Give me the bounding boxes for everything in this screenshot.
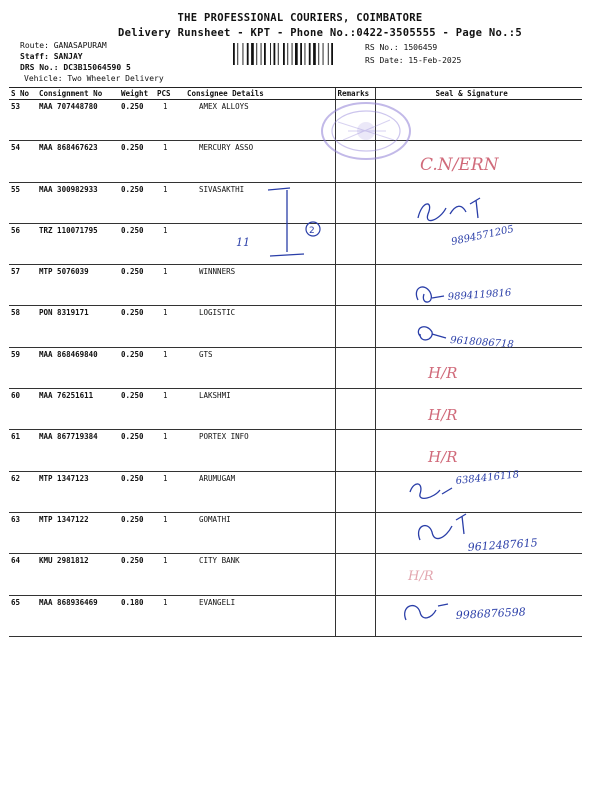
table-row — [9, 347, 582, 388]
cell-sno: 60 — [9, 389, 37, 430]
cell-consignee: ARUMUGAM — [185, 471, 335, 512]
cell-remarks — [335, 389, 375, 430]
cell-remarks — [335, 471, 375, 512]
cell-sno: 54 — [9, 141, 37, 182]
hr-mark-row59: H/R — [428, 364, 458, 382]
table-row — [9, 100, 582, 141]
cell-consignment: MAA 868469840 — [37, 347, 119, 388]
cell-remarks — [335, 306, 375, 347]
courier-seal-stamp — [318, 100, 414, 162]
cell-sno: 62 — [9, 471, 37, 512]
col-consignment: Consignment No — [37, 88, 119, 100]
staff-label: Staff: SANJAY — [20, 52, 83, 61]
cell-consignee: MERCURY ASSO — [185, 141, 335, 182]
table-row — [9, 471, 582, 512]
table-row — [9, 182, 582, 223]
cell-seal-signature — [375, 595, 582, 636]
cell-consignment: MAA 76251611 — [37, 389, 119, 430]
cell-sno: 63 — [9, 512, 37, 553]
runsheet-table — [9, 87, 582, 637]
cell-weight: 0.250 — [119, 265, 155, 306]
cell-remarks — [335, 595, 375, 636]
cell-pcs: 1 — [155, 141, 185, 182]
cell-sno: 57 — [9, 265, 37, 306]
cell-consignee — [185, 223, 335, 264]
cell-weight: 0.180 — [119, 595, 155, 636]
table-row — [9, 430, 582, 471]
cell-weight: 0.250 — [119, 306, 155, 347]
cell-weight: 0.250 — [119, 430, 155, 471]
cell-seal-signature — [375, 306, 582, 347]
cell-seal-signature — [375, 430, 582, 471]
cell-remarks — [335, 182, 375, 223]
cell-consignee: LAKSHMI — [185, 389, 335, 430]
table-row — [9, 223, 582, 264]
route-label: Route: GANASAPURAM — [20, 41, 107, 50]
cell-sno: 61 — [9, 430, 37, 471]
cell-remarks — [335, 430, 375, 471]
table-row — [9, 554, 582, 595]
cell-seal-signature — [375, 223, 582, 264]
cell-weight: 0.250 — [119, 141, 155, 182]
cell-consignee: SIVASAKTHI — [185, 182, 335, 223]
col-consignee: Consignee Details — [185, 88, 335, 100]
cell-consignee: GTS — [185, 347, 335, 388]
col-pcs: PCS — [155, 88, 185, 100]
cell-consignment: KMU 2981812 — [37, 554, 119, 595]
runsheet-subtitle: Delivery Runsheet - KPT - Phone No.:0422-3505555 - Page No.:5 — [118, 27, 522, 39]
cell-consignment: PON 8319171 — [37, 306, 119, 347]
cell-seal-signature — [375, 512, 582, 553]
cell-consignment: TRZ 110071795 — [37, 223, 119, 264]
cell-consignment: MTP 1347122 — [37, 512, 119, 553]
cell-consignee: LOGISTIC — [185, 306, 335, 347]
cell-seal-signature — [375, 265, 582, 306]
cell-remarks — [335, 223, 375, 264]
cell-consignee: PORTEX INFO — [185, 430, 335, 471]
vehicle-label: Vehicle: Two Wheeler Delivery — [24, 74, 164, 83]
col-sno: S No — [9, 88, 37, 100]
cell-remarks — [335, 347, 375, 388]
cell-sno: 64 — [9, 554, 37, 595]
cell-consignee: AMEX ALLOYS — [185, 100, 335, 141]
col-seal-signature: Seal & Signature — [375, 88, 582, 100]
circled-number: 2 — [309, 226, 315, 236]
cell-pcs: 1 — [155, 182, 185, 223]
table-row — [9, 512, 582, 553]
table-row — [9, 306, 582, 347]
cell-consignee: WINNNERS — [185, 265, 335, 306]
cell-sno: 56 — [9, 223, 37, 264]
rs-date: RS Date: 15-Feb-2025 — [365, 56, 462, 65]
cell-weight: 0.250 — [119, 223, 155, 264]
phone-row63: 9612487615 — [467, 536, 539, 554]
cell-remarks — [335, 554, 375, 595]
cell-seal-signature — [375, 554, 582, 595]
cell-sno: 55 — [9, 182, 37, 223]
table-row — [9, 141, 582, 182]
cell-pcs: 1 — [155, 430, 185, 471]
hr-mark-row60: H/R — [428, 406, 458, 424]
phone-row58: 9618086718 — [449, 335, 515, 351]
cell-pcs: 1 — [155, 595, 185, 636]
phone-row62: 6384416118 — [455, 469, 520, 487]
cell-pcs: 1 — [155, 223, 185, 264]
cell-consignment: MTP 1347123 — [37, 471, 119, 512]
cell-seal-signature — [375, 182, 582, 223]
cell-pcs: 1 — [155, 306, 185, 347]
cell-remarks — [335, 512, 375, 553]
cell-pcs: 1 — [155, 389, 185, 430]
phone-row55: 9894571205 — [450, 223, 515, 248]
pen-mark-11: 11 — [236, 236, 250, 249]
cell-seal-signature — [375, 389, 582, 430]
cell-pcs: 1 — [155, 554, 185, 595]
barcode — [232, 43, 357, 65]
table-row — [9, 389, 582, 430]
cell-seal-signature — [375, 471, 582, 512]
cell-consignment: MAA 867719384 — [37, 430, 119, 471]
cell-consignment: MTP 5076039 — [37, 265, 119, 306]
cell-weight: 0.250 — [119, 182, 155, 223]
cell-consignment: MAA 868936469 — [37, 595, 119, 636]
table-row — [9, 265, 582, 306]
cell-weight: 0.250 — [119, 389, 155, 430]
drs-number: DRS No.: DC3B15064590 5 — [20, 63, 131, 72]
cell-consignment: MAA 868467623 — [37, 141, 119, 182]
cell-weight: 0.250 — [119, 554, 155, 595]
cell-weight: 0.250 — [119, 471, 155, 512]
cell-seal-signature — [375, 347, 582, 388]
cell-sno: 53 — [9, 100, 37, 141]
cell-weight: 0.250 — [119, 512, 155, 553]
hr-mark-row64: H/R — [408, 569, 434, 584]
phone-row57: 9894119816 — [447, 287, 512, 303]
cell-remarks — [335, 265, 375, 306]
cell-pcs: 1 — [155, 100, 185, 141]
row54-handwritten-note: C.N/ERN — [420, 155, 499, 175]
table-header-row — [9, 88, 582, 100]
cell-consignee: GOMATHI — [185, 512, 335, 553]
cell-weight: 0.250 — [119, 347, 155, 388]
cell-consignment: MAA 707448780 — [37, 100, 119, 141]
cell-consignment: MAA 300982933 — [37, 182, 119, 223]
cell-weight: 0.250 — [119, 100, 155, 141]
hr-mark-row61: H/R — [428, 448, 458, 466]
cell-pcs: 1 — [155, 347, 185, 388]
cell-pcs: 1 — [155, 471, 185, 512]
company-title: THE PROFESSIONAL COURIERS, COIMBATORE — [177, 12, 423, 24]
cell-pcs: 1 — [155, 265, 185, 306]
cell-consignee: EVANGELI — [185, 595, 335, 636]
cell-sno: 58 — [9, 306, 37, 347]
cell-sno: 59 — [9, 347, 37, 388]
phone-row65: 9986876598 — [455, 605, 527, 622]
cell-pcs: 1 — [155, 512, 185, 553]
rs-number: RS No.: 1506459 — [365, 43, 438, 52]
cell-consignee: CITY BANK — [185, 554, 335, 595]
table-row — [9, 595, 582, 636]
col-weight: Weight — [119, 88, 155, 100]
cell-sno: 65 — [9, 595, 37, 636]
col-remarks: Remarks — [335, 88, 375, 100]
